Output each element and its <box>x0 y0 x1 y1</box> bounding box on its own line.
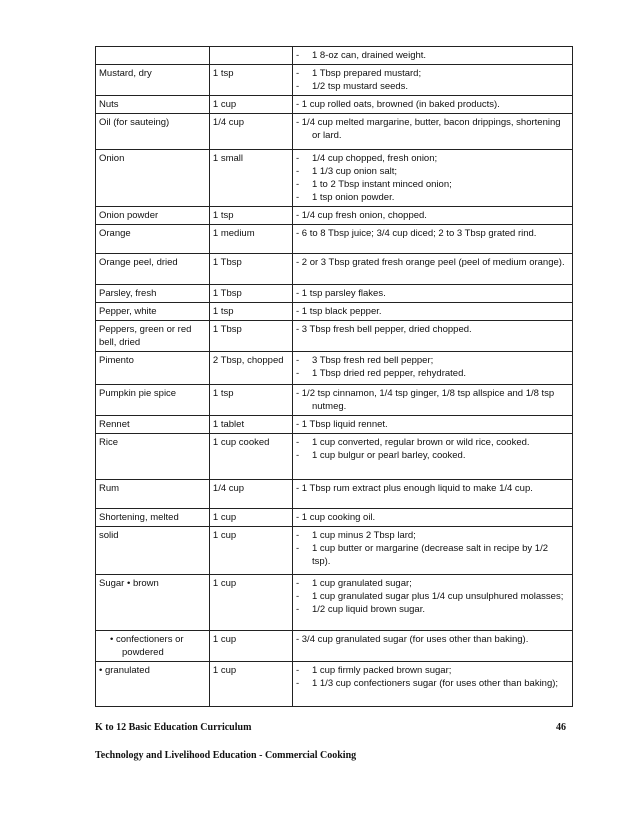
substitution-cell <box>292 352 572 385</box>
amount-cell <box>209 434 292 480</box>
ingredient-cell <box>96 225 210 254</box>
amount-value: 1 tsp <box>212 388 234 399</box>
ingredient-name: Onion <box>99 153 125 164</box>
ingredient-name: Pimento <box>99 355 134 366</box>
dash-marker: - <box>295 450 300 461</box>
amount-value: 1 cup cooked <box>212 437 270 448</box>
substitution-text: 1 cup granulated sugar; <box>311 578 412 589</box>
ingredient-name: Pumpkin pie spice <box>99 388 177 399</box>
dash-marker: - <box>295 179 300 190</box>
substitution-cell <box>292 575 572 631</box>
amount-value: 1 tablet <box>212 419 245 430</box>
substitution-line: - 1 tsp black pepper. <box>295 306 382 317</box>
substitution-line <box>296 664 569 677</box>
amount-value: 2 Tbsp, chopped <box>212 355 284 366</box>
dash-marker: - <box>295 591 300 602</box>
substitution-line <box>296 603 569 616</box>
ingredient-cell <box>96 631 210 662</box>
substitution-cell <box>292 662 572 707</box>
ingredient-cell <box>96 416 210 434</box>
substitution-line <box>296 677 569 690</box>
ingredient-name: Oil (for sauteing) <box>99 117 170 128</box>
dash-marker: - <box>295 355 300 366</box>
substitution-text: 1/4 cup chopped, fresh onion; <box>311 153 438 164</box>
amount-cell <box>209 150 292 207</box>
amount-cell <box>209 575 292 631</box>
substitution-line <box>296 67 569 80</box>
ingredient-name: Orange peel, dried <box>99 257 178 268</box>
ingredient-cell <box>96 47 210 65</box>
table-row <box>96 575 573 631</box>
substitution-line: - 6 to 8 Tbsp juice; 3/4 cup diced; 2 to 3 Tbsp grated rind. <box>295 228 537 239</box>
dash-marker: - <box>295 368 300 379</box>
substitution-line <box>296 449 569 462</box>
amount-value: 1 tsp <box>212 210 234 221</box>
ingredient-name: Shortening, melted <box>99 512 179 523</box>
amount-cell <box>209 352 292 385</box>
amount-cell <box>209 631 292 662</box>
substitution-cell <box>292 96 572 114</box>
substitution-cell <box>292 480 572 509</box>
ingredient-name: • confectioners or powdered <box>110 634 184 658</box>
substitution-cell <box>292 303 572 321</box>
substitution-line <box>296 367 569 380</box>
dash-marker: - <box>295 81 300 92</box>
substitution-text: 1 cup butter or margarine (decrease salt in recipe by 1/2 tsp). <box>311 543 549 567</box>
amount-cell <box>209 47 292 65</box>
substitution-text: 1 Tbsp dried red pepper, rehydrated. <box>311 368 467 379</box>
table-row <box>96 114 573 150</box>
substitution-line: - 1 Tbsp rum extract plus enough liquid to make 1/4 cup. <box>295 483 533 494</box>
ingredient-name: solid <box>99 530 119 541</box>
table-row <box>96 150 573 207</box>
ingredient-name: Mustard, dry <box>99 68 152 79</box>
amount-cell <box>209 480 292 509</box>
ingredient-name: Nuts <box>99 99 119 110</box>
ingredient-cell <box>96 303 210 321</box>
substitution-line: - 1 tsp parsley flakes. <box>295 288 386 299</box>
amount-value: 1/4 cup <box>212 117 245 128</box>
substitution-text: 1 1/3 cup confectioners sugar (for uses other than baking); <box>311 678 559 689</box>
dash-marker: - <box>295 578 300 589</box>
amount-value: 1 cup <box>212 530 237 541</box>
substitution-text: 1 cup firmly packed brown sugar; <box>311 665 452 676</box>
ingredient-name: Parsley, fresh <box>99 288 157 299</box>
substitution-line <box>296 191 569 204</box>
substitution-line: - 1 cup cooking oil. <box>295 512 376 523</box>
substitution-line <box>296 590 569 603</box>
amount-cell <box>209 509 292 527</box>
ingredient-name: Rum <box>99 483 120 494</box>
ingredient-cell <box>96 527 210 575</box>
table-row <box>96 631 573 662</box>
table-row <box>96 527 573 575</box>
dash-marker: - <box>295 678 300 689</box>
table-row <box>96 662 573 707</box>
amount-cell <box>209 207 292 225</box>
table-row <box>96 509 573 527</box>
ingredient-cell <box>96 352 210 385</box>
amount-cell <box>209 254 292 285</box>
substitution-line <box>296 152 569 165</box>
substitution-cell <box>292 285 572 303</box>
footer-subject: Technology and Livelihood Education - Commercial Cooking <box>95 750 357 761</box>
amount-value: 1 Tbsp <box>212 288 242 299</box>
dash-marker: - <box>295 166 300 177</box>
amount-value: 1 cup <box>212 578 237 589</box>
substitution-text: 1 Tbsp prepared mustard; <box>311 68 422 79</box>
amount-value: 1 cup <box>212 634 237 645</box>
ingredient-cell <box>96 321 210 352</box>
amount-value: 1 medium <box>212 228 255 239</box>
ingredient-name: Rennet <box>99 419 130 430</box>
substitution-text: 1 cup bulgur or pearl barley, cooked. <box>311 450 466 461</box>
table-row <box>96 207 573 225</box>
dash-marker: - <box>295 665 300 676</box>
substitution-cell <box>292 47 572 65</box>
table-row <box>96 416 573 434</box>
substitution-line <box>296 354 569 367</box>
dash-marker: - <box>295 530 300 541</box>
substitution-line <box>296 49 569 62</box>
ingredient-name: Onion powder <box>99 210 159 221</box>
substitution-line <box>296 178 569 191</box>
ingredient-cell <box>96 662 210 707</box>
table-row <box>96 225 573 254</box>
ingredient-cell <box>96 285 210 303</box>
substitution-line <box>296 542 569 568</box>
ingredient-cell <box>96 254 210 285</box>
substitution-text: 1/2 cup liquid brown sugar. <box>311 604 425 615</box>
ingredient-cell <box>96 575 210 631</box>
substitution-line <box>296 436 569 449</box>
amount-cell <box>209 303 292 321</box>
amount-value: 1 Tbsp <box>212 324 242 335</box>
ingredient-name: Sugar • brown <box>99 578 159 589</box>
substitution-text: 3 Tbsp fresh red bell pepper; <box>311 355 434 366</box>
substitution-cell <box>292 385 572 416</box>
substitution-cell <box>292 509 572 527</box>
table-row <box>96 321 573 352</box>
ingredient-name: Peppers, green or red bell, dried <box>99 324 192 348</box>
amount-cell <box>209 114 292 150</box>
substitution-cell <box>292 150 572 207</box>
substitution-cell <box>292 225 572 254</box>
substitution-line: - 3 Tbsp fresh bell pepper, dried chopped. <box>295 324 472 335</box>
dash-marker: - <box>295 604 300 615</box>
amount-cell <box>209 385 292 416</box>
ingredient-cell <box>96 509 210 527</box>
substitution-line: - 3/4 cup granulated sugar (for uses other than baking). <box>295 634 529 645</box>
ingredient-name: Pepper, white <box>99 306 157 317</box>
amount-value: 1/4 cup <box>212 483 245 494</box>
substitution-cell <box>292 65 572 96</box>
table-row <box>96 303 573 321</box>
ingredient-cell <box>96 96 210 114</box>
substitution-cell <box>292 114 572 150</box>
ingredient-cell <box>96 385 210 416</box>
substitution-cell <box>292 207 572 225</box>
amount-value: 1 cup <box>212 512 237 523</box>
table-row <box>96 47 573 65</box>
substitution-text: 1/2 tsp mustard seeds. <box>311 81 409 92</box>
dash-marker: - <box>295 153 300 164</box>
substitution-text: 1 8-oz can, drained weight. <box>311 50 427 61</box>
amount-cell <box>209 285 292 303</box>
table-row <box>96 352 573 385</box>
substitution-cell <box>292 527 572 575</box>
dash-marker: - <box>295 192 300 203</box>
table-row <box>96 65 573 96</box>
amount-value: 1 cup <box>212 665 237 676</box>
substitution-line <box>296 165 569 178</box>
substitution-text: 1 cup converted, regular brown or wild rice, cooked. <box>311 437 530 448</box>
substitution-line: - 1 cup rolled oats, browned (in baked products). <box>295 99 500 110</box>
substitution-cell <box>292 416 572 434</box>
ingredient-cell <box>96 480 210 509</box>
table-row <box>96 385 573 416</box>
amount-cell <box>209 662 292 707</box>
substitution-line: - 1/2 tsp cinnamon, 1/4 tsp ginger, 1/8 tsp allspice and 1/8 tsp nutmeg. <box>295 388 555 412</box>
table-row <box>96 285 573 303</box>
dash-marker: - <box>295 543 300 554</box>
amount-cell <box>209 527 292 575</box>
amount-cell <box>209 321 292 352</box>
substitution-line <box>296 577 569 590</box>
ingredient-cell <box>96 207 210 225</box>
substitution-table <box>95 46 573 707</box>
table-row <box>96 96 573 114</box>
amount-value: 1 tsp <box>212 68 234 79</box>
ingredient-cell <box>96 65 210 96</box>
amount-cell <box>209 225 292 254</box>
substitution-line: - 2 or 3 Tbsp grated fresh orange peel (peel of medium orange). <box>295 257 565 268</box>
substitution-line: - 1/4 cup fresh onion, chopped. <box>295 210 427 221</box>
substitution-line <box>296 529 569 542</box>
amount-value: 1 small <box>212 153 244 164</box>
substitution-text: 1 1/3 cup onion salt; <box>311 166 398 177</box>
footer-curriculum: K to 12 Basic Education Curriculum <box>95 722 252 733</box>
substitution-line <box>296 80 569 93</box>
dash-marker: - <box>295 437 300 448</box>
amount-value: 1 Tbsp <box>212 257 242 268</box>
dash-marker: - <box>295 50 300 61</box>
ingredient-name: Rice <box>99 437 119 448</box>
substitution-text: 1 cup minus 2 Tbsp lard; <box>311 530 416 541</box>
substitution-cell <box>292 321 572 352</box>
amount-cell <box>209 65 292 96</box>
substitution-text: 1 to 2 Tbsp instant minced onion; <box>311 179 452 190</box>
substitution-line: - 1/4 cup melted margarine, butter, bacon drippings, shortening or lard. <box>295 117 561 141</box>
amount-value: 1 tsp <box>212 306 234 317</box>
substitution-cell <box>292 631 572 662</box>
ingredient-cell <box>96 434 210 480</box>
ingredient-name: • granulated <box>99 665 150 676</box>
amount-cell <box>209 416 292 434</box>
substitution-cell <box>292 434 572 480</box>
amount-cell <box>209 96 292 114</box>
substitution-cell <box>292 254 572 285</box>
substitution-line: - 1 Tbsp liquid rennet. <box>295 419 388 430</box>
table-row <box>96 254 573 285</box>
page-number: 46 <box>556 722 566 733</box>
substitution-text: 1 tsp onion powder. <box>311 192 395 203</box>
table-row <box>96 434 573 480</box>
table-row <box>96 480 573 509</box>
dash-marker: - <box>295 68 300 79</box>
ingredient-cell <box>96 150 210 207</box>
amount-value: 1 cup <box>212 99 237 110</box>
ingredient-name: Orange <box>99 228 131 239</box>
substitution-text: 1 cup granulated sugar plus 1/4 cup unsulphured molasses; <box>311 591 564 602</box>
ingredient-cell <box>96 114 210 150</box>
